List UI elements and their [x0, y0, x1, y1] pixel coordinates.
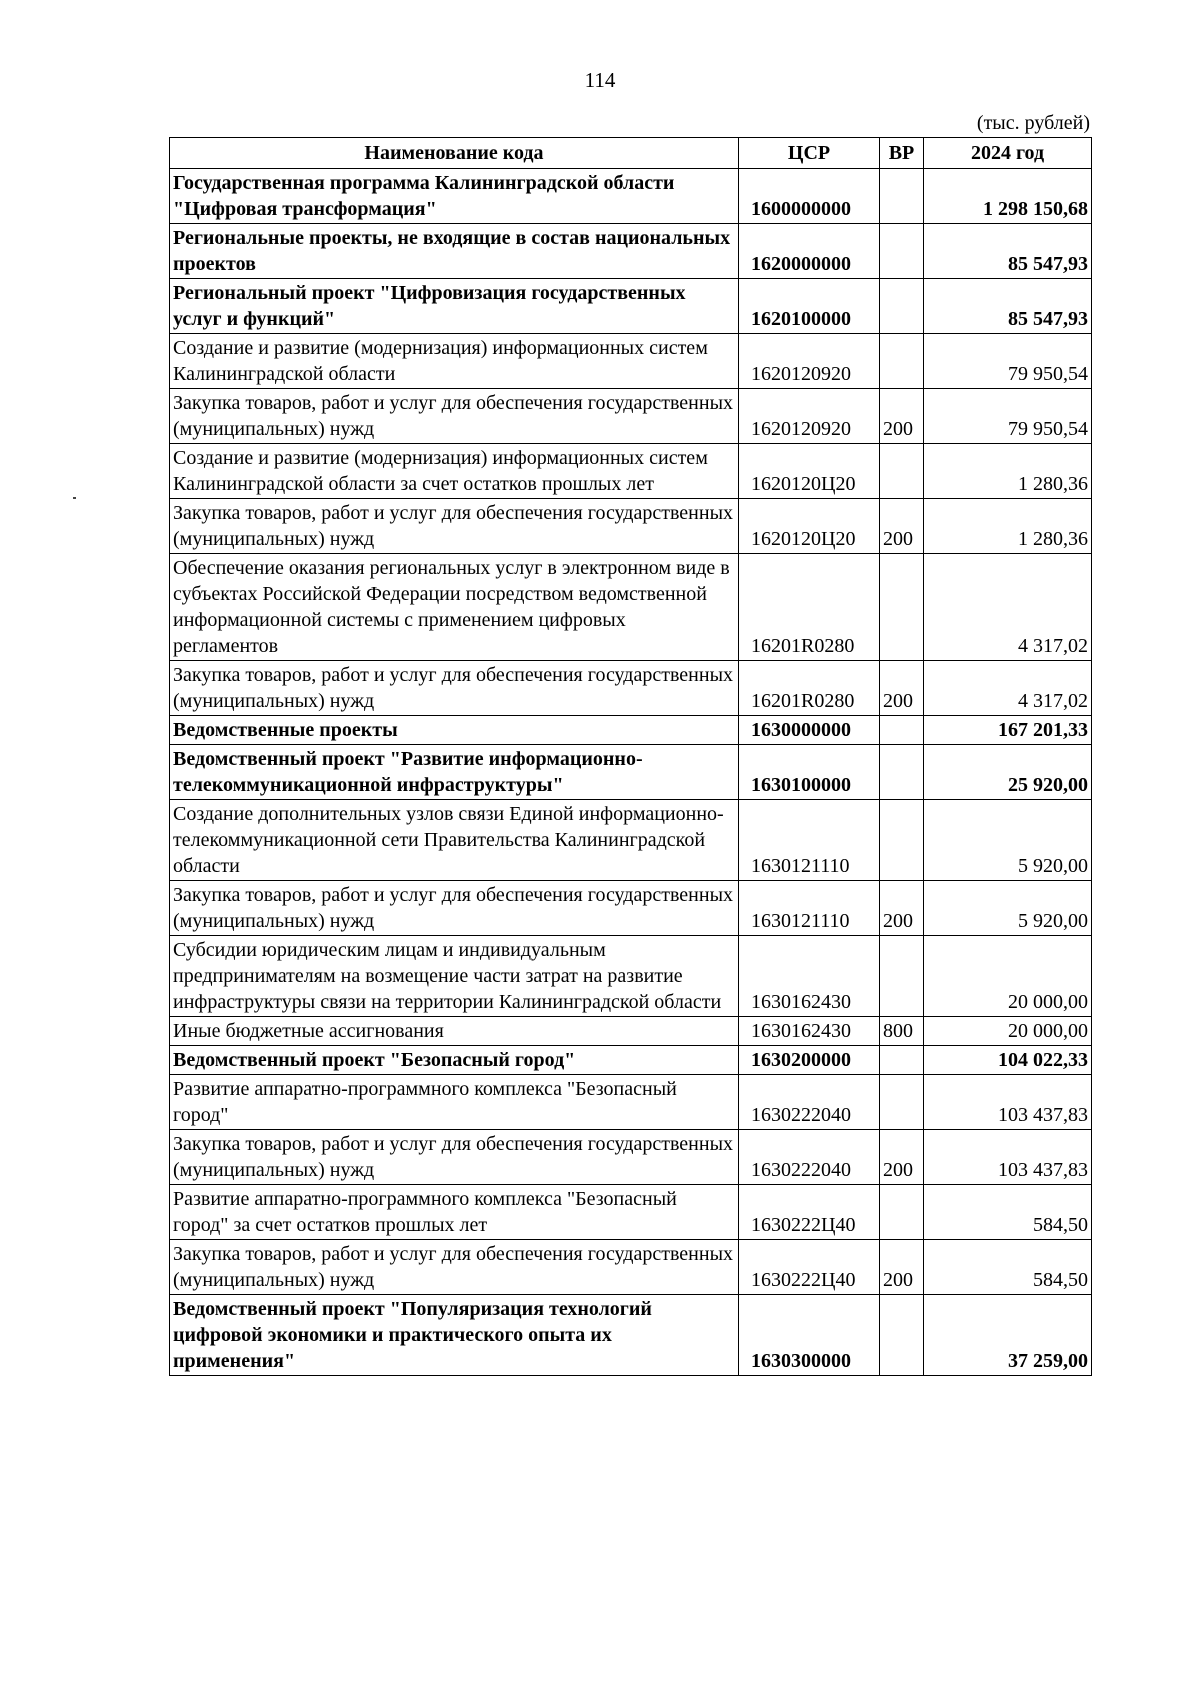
row-sum-cell: 20 000,00	[924, 936, 1092, 1017]
row-vr-cell	[880, 279, 924, 334]
row-vr-cell	[880, 1075, 924, 1130]
row-sum-cell: 5 920,00	[924, 881, 1092, 936]
table-row	[170, 444, 1092, 499]
row-csr-cell: 16201R0280	[739, 661, 880, 716]
row-vr-cell	[880, 554, 924, 661]
row-sum-cell: 37 259,00	[924, 1295, 1092, 1376]
table-row	[170, 334, 1092, 389]
row-csr-cell: 1630222040	[739, 1075, 880, 1130]
row-sum-cell: 584,50	[924, 1185, 1092, 1240]
row-name-cell: Ведомственные проекты	[170, 716, 739, 745]
row-vr-cell	[880, 169, 924, 224]
row-sum-cell: 4 317,02	[924, 661, 1092, 716]
table-row	[170, 1017, 1092, 1046]
table-row	[170, 169, 1092, 224]
row-sum-cell: 103 437,83	[924, 1130, 1092, 1185]
row-sum-cell: 167 201,33	[924, 716, 1092, 745]
row-csr-cell: 1620000000	[739, 224, 880, 279]
table-row	[170, 1075, 1092, 1130]
row-csr-cell: 1630222040	[739, 1130, 880, 1185]
row-csr-cell: 1630121110	[739, 881, 880, 936]
row-vr-cell	[880, 444, 924, 499]
row-vr-cell	[880, 1185, 924, 1240]
row-sum-cell: 1 280,36	[924, 444, 1092, 499]
row-sum-cell: 1 298 150,68	[924, 169, 1092, 224]
row-csr-cell: 1630222Ц40	[739, 1185, 880, 1240]
row-vr-cell	[880, 1046, 924, 1075]
table-row	[170, 936, 1092, 1017]
row-name-cell: Обеспечение оказания региональных услуг в электронном виде в субъектах Российской Федерации посредством ведомственной информационной системы с применением цифровых регламентов	[170, 554, 739, 661]
row-vr-cell: 200	[880, 661, 924, 716]
row-name-cell: Региональный проект "Цифровизация государственных услуг и функций"	[170, 279, 739, 334]
row-sum-cell: 4 317,02	[924, 554, 1092, 661]
header-vr: ВР	[880, 138, 924, 169]
row-sum-cell: 85 547,93	[924, 279, 1092, 334]
row-sum-cell: 20 000,00	[924, 1017, 1092, 1046]
table-row	[170, 745, 1092, 800]
row-name-cell: Региональные проекты, не входящие в состав национальных проектов	[170, 224, 739, 279]
page-number: 114	[584, 68, 616, 92]
row-csr-cell: 1630300000	[739, 1295, 880, 1376]
table-row	[170, 1046, 1092, 1075]
row-vr-cell	[880, 1295, 924, 1376]
table-body	[170, 169, 1092, 1376]
row-vr-cell	[880, 224, 924, 279]
row-vr-cell: 200	[880, 1130, 924, 1185]
row-csr-cell: 1620100000	[739, 279, 880, 334]
table-row	[170, 499, 1092, 554]
row-name-cell: Закупка товаров, работ и услуг для обеспечения государственных (муниципальных) нужд	[170, 1240, 739, 1295]
budget-table	[169, 137, 1092, 1376]
row-name-cell: Закупка товаров, работ и услуг для обеспечения государственных (муниципальных) нужд	[170, 661, 739, 716]
row-csr-cell: 1630162430	[739, 936, 880, 1017]
table-row	[170, 389, 1092, 444]
row-csr-cell: 16201R0280	[739, 554, 880, 661]
row-name-cell: Субсидии юридическим лицам и индивидуальным предпринимателям на возмещение части затрат на развитие инфраструктуры связи на территории Калининградской области	[170, 936, 739, 1017]
row-sum-cell: 584,50	[924, 1240, 1092, 1295]
header-year-sum: 2024 год	[924, 138, 1092, 169]
table-row	[170, 1130, 1092, 1185]
row-name-cell: Ведомственный проект "Безопасный город"	[170, 1046, 739, 1075]
unit-note: (тыс. рублей)	[976, 112, 1090, 134]
row-name-cell: Закупка товаров, работ и услуг для обеспечения государственных (муниципальных) нужд	[170, 499, 739, 554]
header-name: Наименование кода	[170, 138, 739, 169]
row-name-cell: Закупка товаров, работ и услуг для обеспечения государственных (муниципальных) нужд	[170, 881, 739, 936]
row-name-cell: Ведомственный проект "Популяризация технологий цифровой экономики и практического опыта их применения"	[170, 1295, 739, 1376]
header-row	[170, 138, 1092, 169]
row-vr-cell: 200	[880, 1240, 924, 1295]
row-csr-cell: 1600000000	[739, 169, 880, 224]
row-csr-cell: 1620120920	[739, 389, 880, 444]
row-csr-cell: 1630200000	[739, 1046, 880, 1075]
row-vr-cell: 200	[880, 499, 924, 554]
row-name-cell: Создание дополнительных узлов связи Единой информационно-телекоммуникационной сети Правительства Калининградской области	[170, 800, 739, 881]
row-csr-cell: 1620120920	[739, 334, 880, 389]
table-row	[170, 800, 1092, 881]
row-vr-cell	[880, 716, 924, 745]
table-row	[170, 224, 1092, 279]
row-sum-cell: 1 280,36	[924, 499, 1092, 554]
header-csr: ЦСР	[739, 138, 880, 169]
row-name-cell: Закупка товаров, работ и услуг для обеспечения государственных (муниципальных) нужд	[170, 389, 739, 444]
row-sum-cell: 79 950,54	[924, 334, 1092, 389]
row-name-cell: Развитие аппаратно-программного комплекса "Безопасный город"	[170, 1075, 739, 1130]
row-vr-cell	[880, 800, 924, 881]
row-csr-cell: 1630100000	[739, 745, 880, 800]
row-sum-cell: 103 437,83	[924, 1075, 1092, 1130]
row-name-cell: Закупка товаров, работ и услуг для обеспечения государственных (муниципальных) нужд	[170, 1130, 739, 1185]
table-row	[170, 1295, 1092, 1376]
row-csr-cell: 1620120Ц20	[739, 499, 880, 554]
row-vr-cell: 200	[880, 881, 924, 936]
table-header	[170, 138, 1092, 169]
row-name-cell: Государственная программа Калининградской области "Цифровая трансформация"	[170, 169, 739, 224]
row-csr-cell: 1630121110	[739, 800, 880, 881]
row-vr-cell	[880, 745, 924, 800]
row-name-cell: Ведомственный проект "Развитие информационно-телекоммуникационной инфраструктуры"	[170, 745, 739, 800]
scan-speck	[73, 497, 76, 499]
row-sum-cell: 5 920,00	[924, 800, 1092, 881]
row-csr-cell: 1630222Ц40	[739, 1240, 880, 1295]
row-name-cell: Развитие аппаратно-программного комплекса "Безопасный город" за счет остатков прошлых лет	[170, 1185, 739, 1240]
row-vr-cell: 800	[880, 1017, 924, 1046]
table-row	[170, 661, 1092, 716]
table-row	[170, 881, 1092, 936]
row-sum-cell: 79 950,54	[924, 389, 1092, 444]
table-row	[170, 1240, 1092, 1295]
row-vr-cell	[880, 334, 924, 389]
table-row	[170, 279, 1092, 334]
row-name-cell: Создание и развитие (модернизация) информационных систем Калининградской области	[170, 334, 739, 389]
row-csr-cell: 1630162430	[739, 1017, 880, 1046]
table-row	[170, 554, 1092, 661]
row-csr-cell: 1620120Ц20	[739, 444, 880, 499]
row-csr-cell: 1630000000	[739, 716, 880, 745]
row-name-cell: Иные бюджетные ассигнования	[170, 1017, 739, 1046]
table-row	[170, 716, 1092, 745]
row-sum-cell: 85 547,93	[924, 224, 1092, 279]
table-row	[170, 1185, 1092, 1240]
row-vr-cell: 200	[880, 389, 924, 444]
row-sum-cell: 25 920,00	[924, 745, 1092, 800]
row-vr-cell	[880, 936, 924, 1017]
row-sum-cell: 104 022,33	[924, 1046, 1092, 1075]
row-name-cell: Создание и развитие (модернизация) информационных систем Калининградской области за счет остатков прошлых лет	[170, 444, 739, 499]
